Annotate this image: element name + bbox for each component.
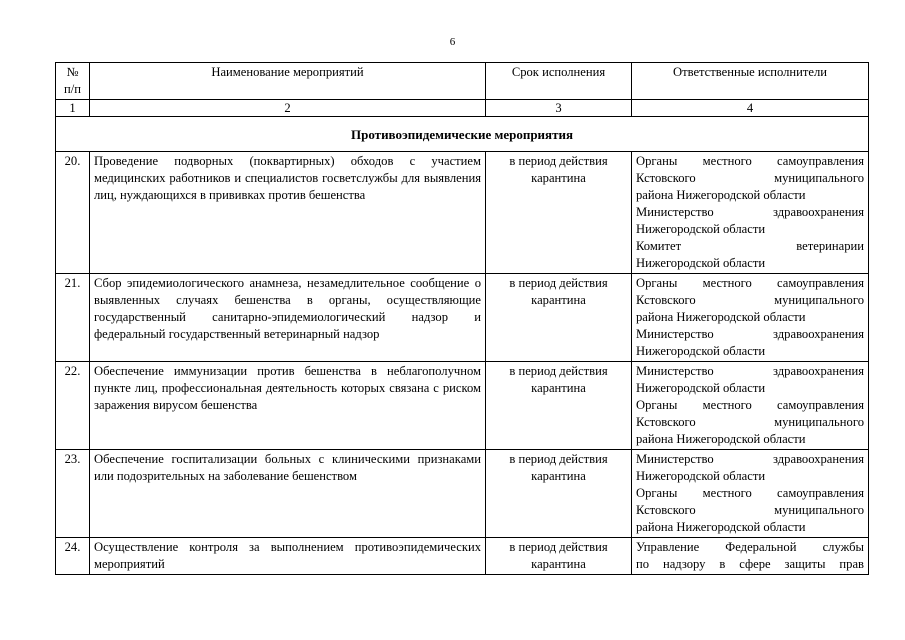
responsible-line: Нижегородской области (636, 256, 766, 270)
responsible-line: Комитет ветеринарии (636, 239, 864, 253)
column-number: 1 (56, 100, 90, 117)
responsible-line: Кстовского муниципального (636, 503, 864, 517)
table-row (56, 538, 869, 575)
responsible-line: Министерство здравоохранения (636, 452, 864, 466)
responsible-line: Министерство здравоохранения (636, 364, 864, 378)
responsible-line: Кстовского муниципального (636, 293, 864, 307)
table-row (56, 152, 869, 274)
responsible-line: Нижегородской области (636, 381, 766, 395)
row-responsible (632, 152, 869, 274)
responsible-line: Органы местного самоуправления (636, 486, 864, 500)
row-measure-name: Сбор эпидемиологического анамнеза, незамедлительное сообщение о выявленных случаях бешенства в органы, осуществляющие государственный санитарно-эпидемиологический надзор и федеральный государственный ветеринарный надзор (90, 274, 486, 362)
header-num-bottom: п/п (64, 82, 81, 96)
responsible-line: Кстовского муниципального (636, 415, 864, 429)
header-num (56, 63, 90, 100)
row-number: 24. (56, 538, 90, 575)
row-number: 23. (56, 450, 90, 538)
row-responsible (632, 362, 869, 450)
responsible-line: Министерство здравоохранения (636, 205, 864, 219)
row-measure-name: Обеспечение иммунизации против бешенства в неблагополучном пункте лиц, профессиональная деятельность которых связана с риском заражения вирусом бешенства (90, 362, 486, 450)
row-number: 22. (56, 362, 90, 450)
header-responsible: Ответственные исполнители (632, 63, 869, 100)
row-responsible (632, 274, 869, 362)
row-measure-name: Обеспечение госпитализации больных с клиническими признаками или подозрительных на заболевание бешенством (90, 450, 486, 538)
responsible-line: Нижегородской области (636, 469, 766, 483)
responsible-line: Органы местного самоуправления (636, 276, 864, 290)
measures-table (55, 62, 869, 575)
row-term: в период действия карантина (486, 152, 632, 274)
row-measure-name: Осуществление контроля за выполнением противоэпидемических мероприятий (90, 538, 486, 575)
row-term: в период действия карантина (486, 274, 632, 362)
responsible-line: Органы местного самоуправления (636, 154, 864, 168)
table-row (56, 362, 869, 450)
row-number: 20. (56, 152, 90, 274)
column-number: 2 (90, 100, 486, 117)
responsible-line: района Нижегородской области (636, 520, 806, 534)
responsible-line: Органы местного самоуправления (636, 398, 864, 412)
responsible-line: района Нижегородской области (636, 310, 806, 324)
section-row (56, 117, 869, 152)
row-number: 21. (56, 274, 90, 362)
responsible-line: Управление Федеральной службы (636, 540, 864, 554)
row-responsible (632, 538, 869, 575)
responsible-line: района Нижегородской области (636, 188, 806, 202)
column-number-row (56, 100, 869, 117)
header-term: Срок исполнения (486, 63, 632, 100)
header-name: Наименование мероприятий (90, 63, 486, 100)
table-row (56, 274, 869, 362)
section-title: Противоэпидемические мероприятия (56, 117, 869, 152)
row-term: в период действия карантина (486, 450, 632, 538)
column-number: 3 (486, 100, 632, 117)
row-term: в период действия карантина (486, 538, 632, 575)
header-num-top: № (66, 65, 79, 79)
responsible-line: по надзору в сфере защиты прав (636, 557, 864, 571)
table-row (56, 450, 869, 538)
responsible-line: Кстовского муниципального (636, 171, 864, 185)
responsible-line: Нижегородской области (636, 222, 766, 236)
row-term: в период действия карантина (486, 362, 632, 450)
row-measure-name: Проведение подворных (поквартирных) обходов с участием медицинских работников и специалистов госветслужбы для выявления лиц, нуждающихся в прививках против бешенства (90, 152, 486, 274)
table-header-row (56, 63, 869, 100)
column-number: 4 (632, 100, 869, 117)
responsible-line: Нижегородской области (636, 344, 766, 358)
responsible-line: района Нижегородской области (636, 432, 806, 446)
responsible-line: Министерство здравоохранения (636, 327, 864, 341)
row-responsible (632, 450, 869, 538)
page-number: 6 (449, 36, 456, 48)
